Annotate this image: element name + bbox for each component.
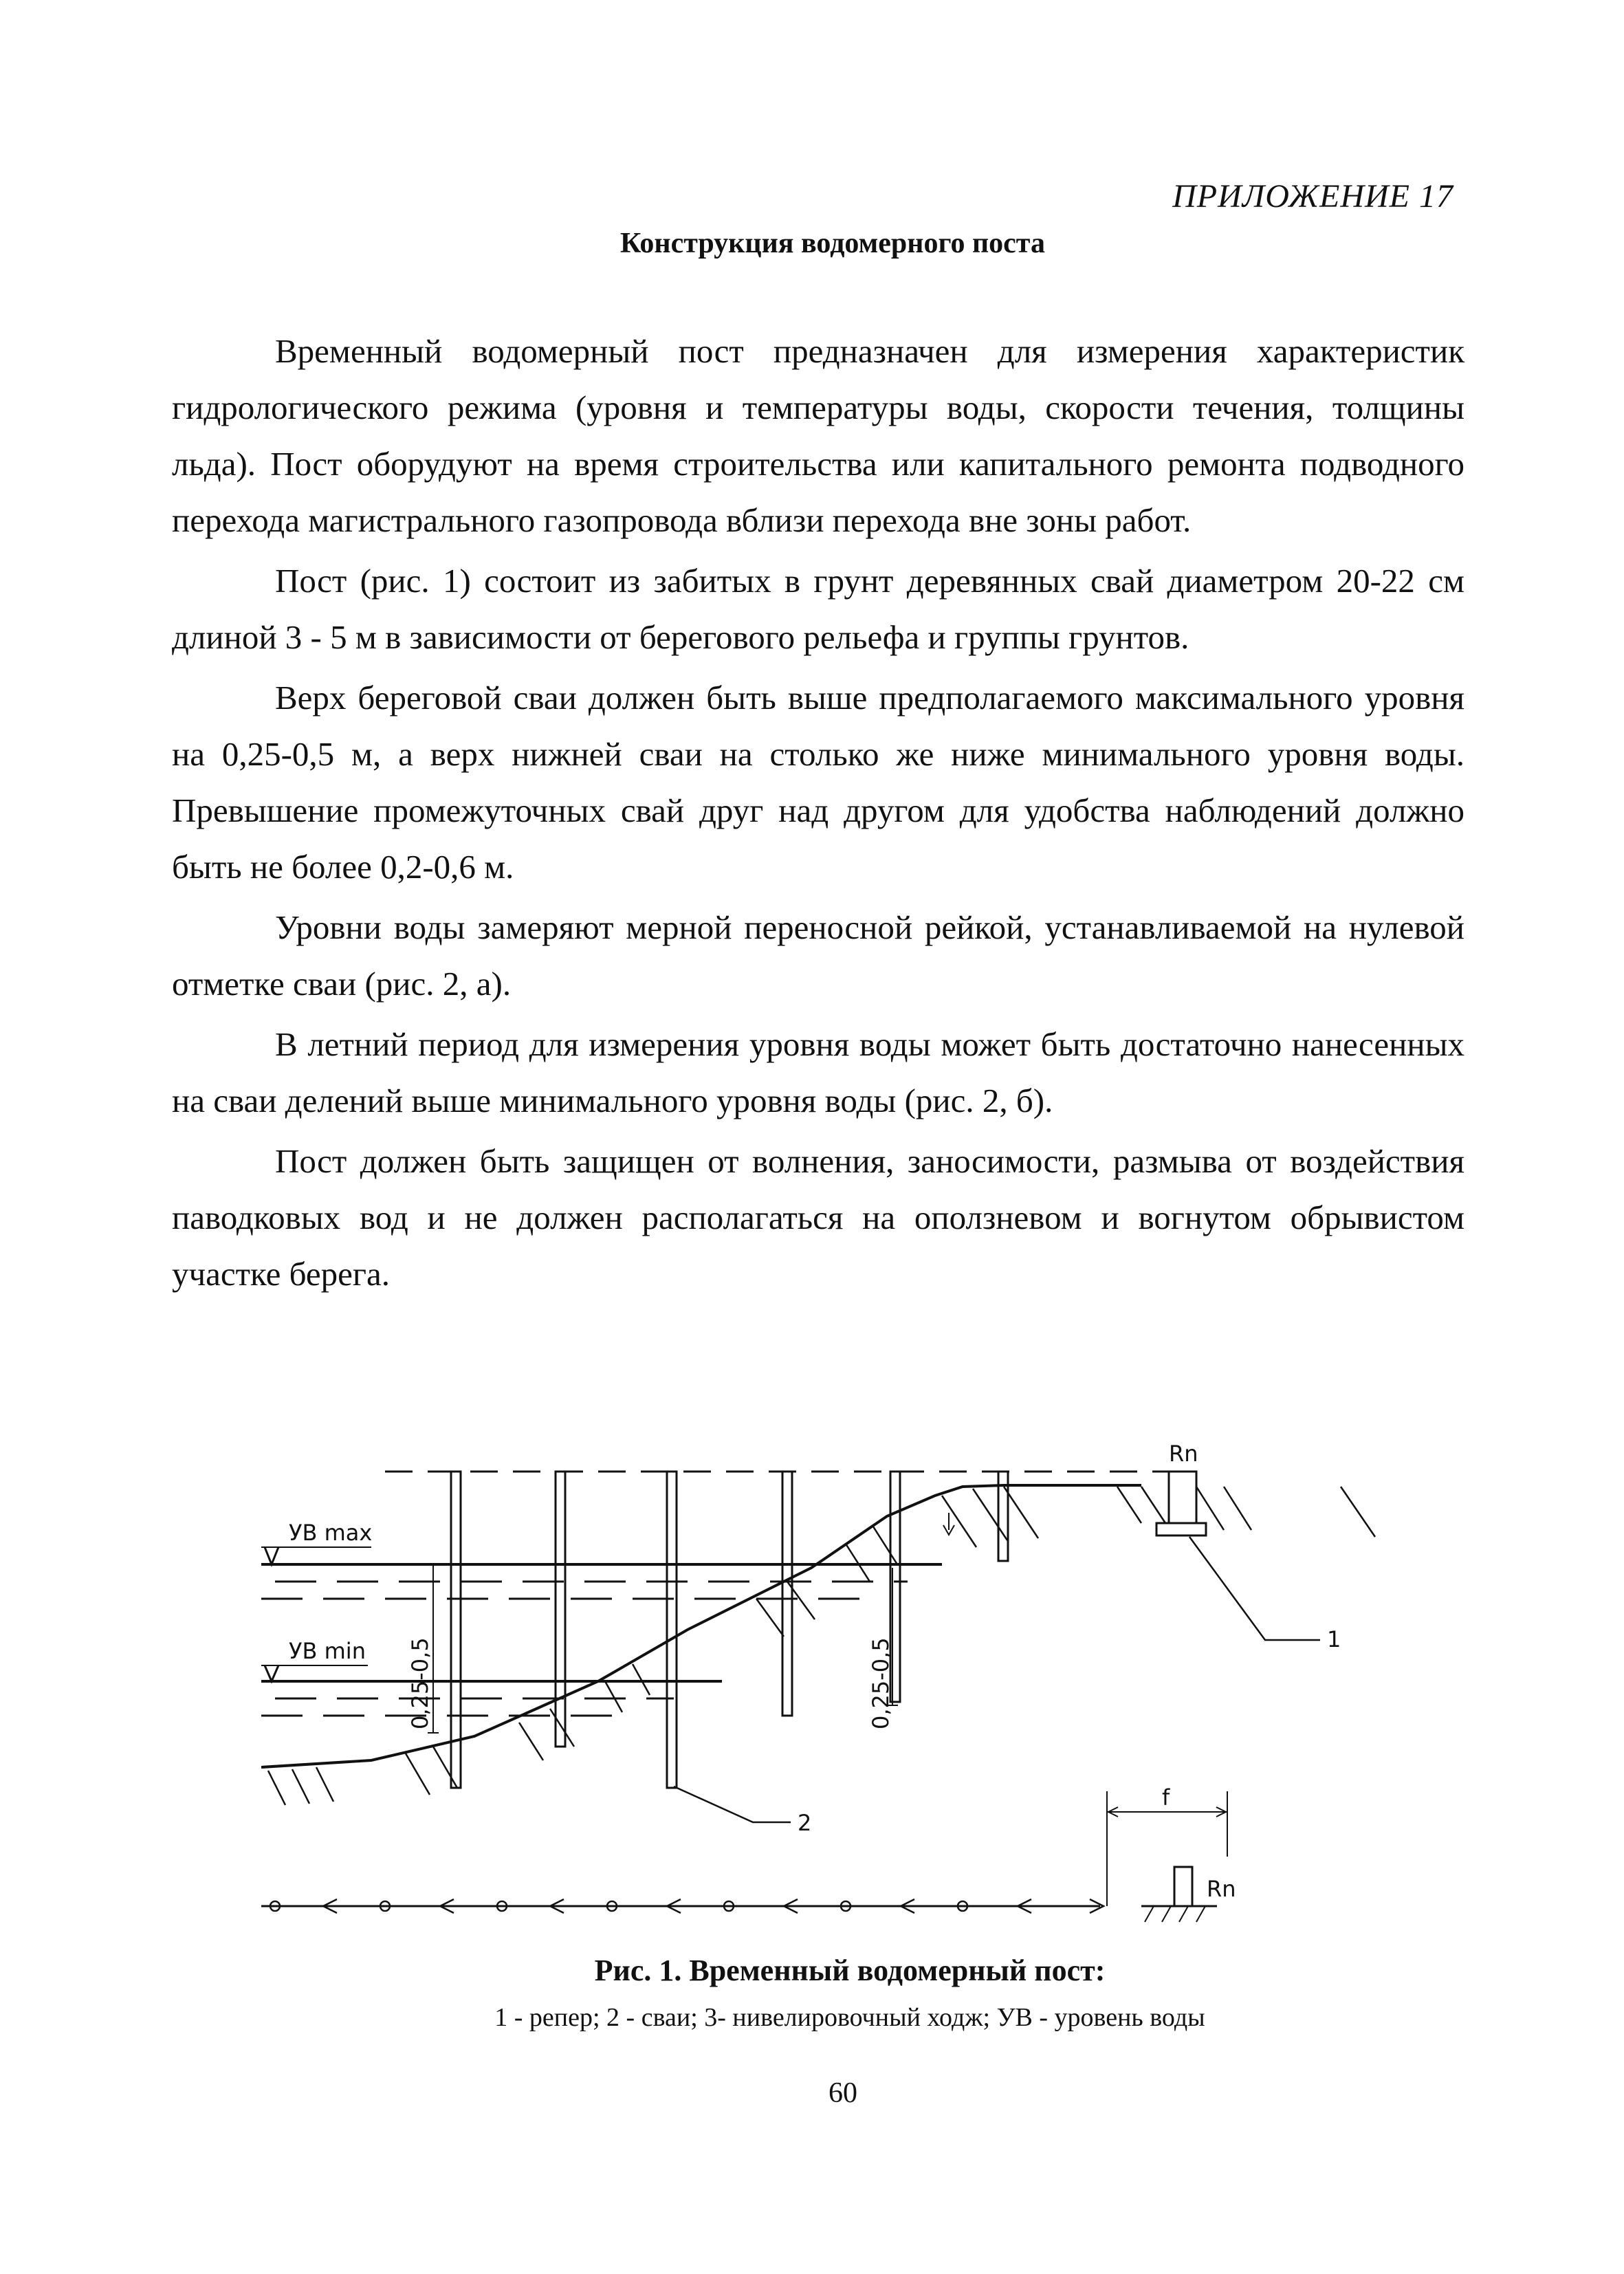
min-level-marker <box>265 1665 278 1681</box>
paragraph: Пост (рис. 1) состоит из забитых в грунт деревянных свай диаметром 20-22 см длиной 3 - 5 м в зависимости от берегового рельефа и группы грунтов. <box>172 562 1464 656</box>
label-dim-right: 0,25-0,5 <box>868 1637 894 1729</box>
label-callout-1: 1 <box>1327 1626 1341 1652</box>
label-dim-f: f <box>1162 1784 1170 1811</box>
label-dim-left: 0,25-0,5 <box>407 1637 433 1729</box>
page-number: 60 <box>829 2077 857 2109</box>
piles <box>451 1472 1008 1788</box>
ground-hatching <box>268 1487 1375 1805</box>
pile <box>782 1472 792 1716</box>
document-title: Конструкция водомерного поста <box>620 228 1045 259</box>
callout-2-leader <box>674 1786 791 1822</box>
paragraph: Пост должен быть защищен от волнения, заносимости, размыва от воздействия паводковых вод и не должен располагаться на оползневом и вогнутом обрывистом участке берега. <box>172 1142 1464 1293</box>
label-uv-min: УВ min <box>289 1638 366 1664</box>
max-level-marker <box>265 1547 278 1564</box>
pile <box>667 1472 677 1788</box>
paragraph: В летний период для измерения уровня воды может быть достаточно нанесенных на сваи делений выше минимального уровня воды (рис. 2, б). <box>172 1025 1464 1119</box>
body-text <box>172 323 1464 1302</box>
label-rn-bottom: Rn <box>1207 1876 1236 1902</box>
paragraph: Уровни воды замеряют мерной переносной рейкой, устанавливаемой на нулевой отметке сваи (рис. 2, а). <box>172 908 1464 1003</box>
bank-slope <box>261 1485 1141 1767</box>
figure-caption: Рис. 1. Временный водомерный пост: <box>594 1954 1106 1987</box>
label-callout-2: 2 <box>798 1810 812 1836</box>
label-uv-max: УВ max <box>289 1520 373 1546</box>
benchmark-bottom <box>1174 1867 1192 1906</box>
callout-1-leader <box>1189 1537 1320 1640</box>
paragraph: Временный водомерный пост предназначен для измерения характеристик гидрологического режима (уровня и температуры воды, скорости течения, толщины льда). Пост оборудуют на время строительства или капитального ремонта подводного перехода магистрального газопровода вблизи перехода вне зоны работ. <box>172 332 1464 539</box>
benchmark-top <box>1169 1472 1196 1523</box>
paragraph: Верх береговой сваи должен быть выше предполагаемого максимального уровня на 0,25-0,5 м, а верх нижней сваи на столько же ниже минимального уровня воды. Превышение промежуточных свай друг над другом для удобства наблюдений должно быть не более 0,2-0,6 м. <box>172 679 1464 886</box>
water-gauge-diagram <box>248 1410 1416 1932</box>
label-rn-top: Rn <box>1169 1441 1198 1467</box>
figure-legend: 1 - репер; 2 - сваи; 3- нивелировочный ходж; УВ - уровень воды <box>494 2003 1205 2032</box>
appendix-label: ПРИЛОЖЕНИЕ 17 <box>1172 178 1453 215</box>
pile <box>556 1472 565 1747</box>
